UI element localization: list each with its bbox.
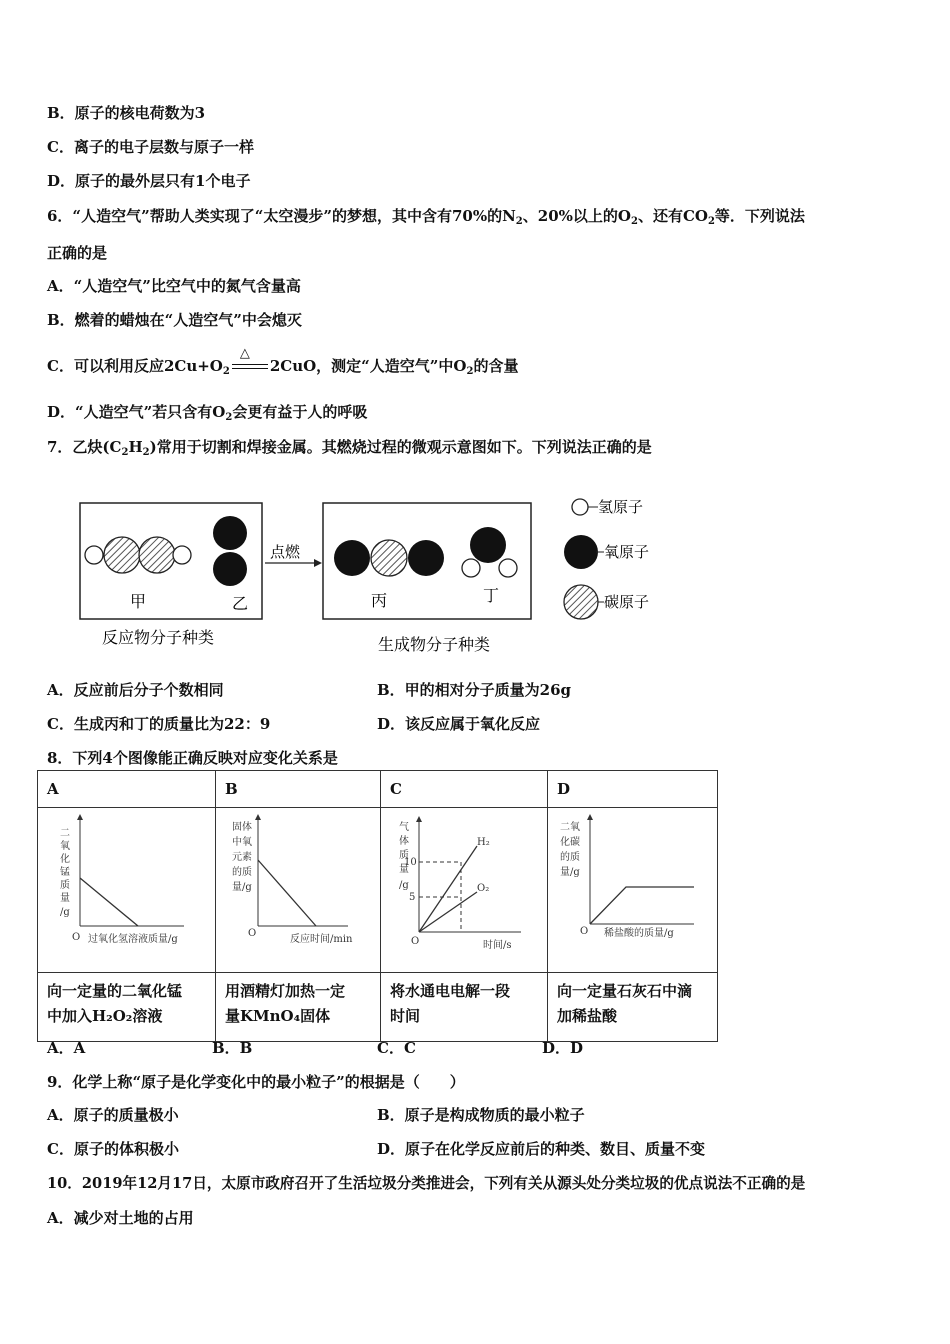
svg-text:5: 5	[409, 892, 416, 903]
oxygen-atom	[213, 552, 247, 586]
oxygen-atom	[470, 527, 506, 563]
svg-text:化: 化	[60, 854, 70, 865]
option-text: A．减少对土地的占用	[47, 1209, 194, 1227]
option-text: B．原子的核电荷数为3	[47, 104, 206, 122]
hydrogen-legend-icon	[572, 499, 588, 515]
caption-d: 向一定量石灰石中滴 加稀盐酸	[548, 973, 718, 1042]
question-8-stem: 8．下列4个图像能正确反映对应变化关系是	[47, 749, 338, 767]
combustion-diagram	[78, 490, 678, 660]
svg-text:固体: 固体	[232, 822, 252, 833]
header-c: C	[381, 771, 548, 808]
carbon-legend-icon	[564, 585, 598, 619]
graph-a	[38, 808, 214, 968]
option-text: A．A	[47, 1039, 86, 1057]
question-6-stem-cont: 正确的是	[47, 244, 108, 262]
hydrogen-atom	[85, 546, 103, 564]
option-text: B．燃着的蜡烛在“人造空气”中会熄灭	[47, 311, 302, 329]
legend-hydrogen: 氢原子	[598, 498, 644, 516]
svg-text:质: 质	[399, 850, 409, 861]
svg-text:质: 质	[60, 880, 70, 891]
svg-text:H₂: H₂	[477, 837, 490, 848]
option-text: D．该反应属于氧化反应	[377, 715, 541, 733]
label-ding: 丁	[483, 586, 500, 605]
hydrogen-atom	[462, 559, 480, 577]
option-text: B．甲的相对分子质量为26g	[377, 681, 572, 699]
svg-text:元素: 元素	[232, 852, 252, 863]
oxygen-atom	[213, 516, 247, 550]
option-text: A．反应前后分子个数相同	[47, 681, 224, 699]
option-text: D．“人造空气”若只含有$O_2$会更有益于人的呼吸	[47, 403, 368, 423]
label-bing: 丙	[371, 591, 388, 610]
option-text: A．“人造空气”比空气中的氮气含量高	[47, 277, 301, 295]
svg-text:二氧: 二氧	[560, 822, 580, 833]
svg-text:O: O	[580, 926, 589, 937]
graph-d	[548, 808, 708, 968]
graph-c-o2	[419, 892, 477, 932]
option-text: C．C	[377, 1039, 416, 1057]
carbon-atom	[104, 537, 140, 573]
svg-text:量/g: 量/g	[560, 867, 580, 878]
svg-text:体: 体	[399, 836, 409, 847]
legend-carbon: 碳原子	[604, 593, 650, 611]
oxygen-legend-icon	[564, 535, 598, 569]
reactants-caption: 反应物分子种类	[102, 628, 215, 647]
question-6-stem: 6．“人造空气”帮助人类实现了“太空漫步”的梦想，其中含有70%的$N_2$、20%以上的$O_2$、还有$CO_2$等．下列说法	[47, 207, 805, 227]
graph-a-line	[80, 878, 138, 926]
svg-text:的质: 的质	[560, 852, 580, 863]
carbon-atom	[371, 540, 407, 576]
label-yi: 乙	[232, 594, 249, 613]
graph-c	[381, 808, 538, 968]
option-text: C．可以利用反应$2Cu+O_2$ △ 2CuO，测定“人造空气”中$O_2$的含量	[47, 346, 519, 377]
hydrogen-atom	[499, 559, 517, 577]
svg-text:二: 二	[60, 828, 70, 839]
svg-text:O: O	[72, 932, 81, 943]
caption-c: 将水通电电解一段 时间	[381, 973, 548, 1042]
caption-b: 用酒精灯加热一定 量KMnO₄固体	[216, 973, 381, 1042]
graph-d-cell	[548, 808, 718, 973]
hydrogen-atom	[173, 546, 191, 564]
carbon-atom	[139, 537, 175, 573]
svg-text:/g: /g	[60, 907, 70, 918]
arrow-label: 点燃	[270, 543, 301, 561]
question-7-stem: 7．乙炔$(C_2H_2)$常用于切割和焊接金属。其燃烧过程的微观示意图如下。下列说法正确的是	[47, 438, 652, 458]
question-10-stem: 10．2019年12月17日，太原市政府召开了生活垃圾分类推进会，下列有关从源头处分类垃圾的优点说法不正确的是	[47, 1175, 806, 1192]
svg-text:O: O	[248, 928, 257, 939]
svg-text:化碳: 化碳	[560, 837, 580, 848]
svg-text:过氧化氢溶液质量/g: 过氧化氢溶液质量/g	[88, 934, 178, 945]
graph-d-line	[590, 887, 694, 924]
graph-c-h2	[419, 846, 477, 932]
graph-b-line	[258, 860, 316, 926]
svg-text:气: 气	[399, 822, 409, 833]
caption-a: 向一定量的二氧化锰 中加入H₂O₂溶液	[38, 973, 216, 1042]
header-d: D	[548, 771, 718, 808]
reaction-condition: △	[230, 360, 270, 374]
svg-text:量/g: 量/g	[232, 882, 252, 893]
header-b: B	[216, 771, 381, 808]
svg-text:时间/s: 时间/s	[483, 940, 512, 951]
graph-a-cell	[38, 808, 216, 973]
svg-text:氧: 氧	[60, 841, 70, 852]
oxygen-atom	[408, 540, 444, 576]
graph-b	[216, 808, 371, 968]
option-text: B．B	[212, 1039, 253, 1057]
option-text: C．离子的电子层数与原子一样	[47, 138, 254, 156]
svg-text:O₂: O₂	[477, 883, 490, 894]
option-text: D．D	[542, 1039, 584, 1057]
svg-text:反应时间/min: 反应时间/min	[290, 934, 353, 945]
svg-text:10: 10	[404, 857, 417, 868]
arrow-head	[314, 559, 322, 567]
question-9-stem: 9．化学上称“原子是化学变化中的最小粒子”的根据是（ ）	[47, 1073, 465, 1091]
label-jia: 甲	[130, 592, 147, 611]
graph-c-cell	[381, 808, 548, 973]
legend-oxygen: 氧原子	[604, 543, 650, 561]
option-text: D．原子在化学反应前后的种类、数目、质量不变	[377, 1140, 706, 1158]
oxygen-atom	[334, 540, 370, 576]
option-text: C．原子的体积极小	[47, 1140, 179, 1158]
graph-b-cell	[216, 808, 381, 973]
products-caption: 生成物分子种类	[378, 635, 491, 654]
option-text: D．原子的最外层只有1个电子	[47, 172, 251, 190]
option-text: B．原子是构成物质的最小粒子	[377, 1106, 585, 1124]
svg-text:量: 量	[60, 893, 70, 904]
svg-text:/g: /g	[399, 880, 409, 891]
option-text: C．生成丙和丁的质量比为22：9	[47, 715, 271, 733]
svg-text:量: 量	[399, 864, 409, 875]
svg-text:O: O	[411, 936, 420, 947]
header-a: A	[38, 771, 216, 808]
svg-text:稀盐酸的质量/g: 稀盐酸的质量/g	[604, 928, 674, 939]
graph-table	[37, 770, 718, 1042]
svg-text:的质: 的质	[232, 867, 252, 878]
option-text: A．原子的质量极小	[47, 1106, 179, 1124]
svg-text:中氧: 中氧	[232, 837, 252, 848]
svg-text:锰: 锰	[60, 867, 70, 878]
